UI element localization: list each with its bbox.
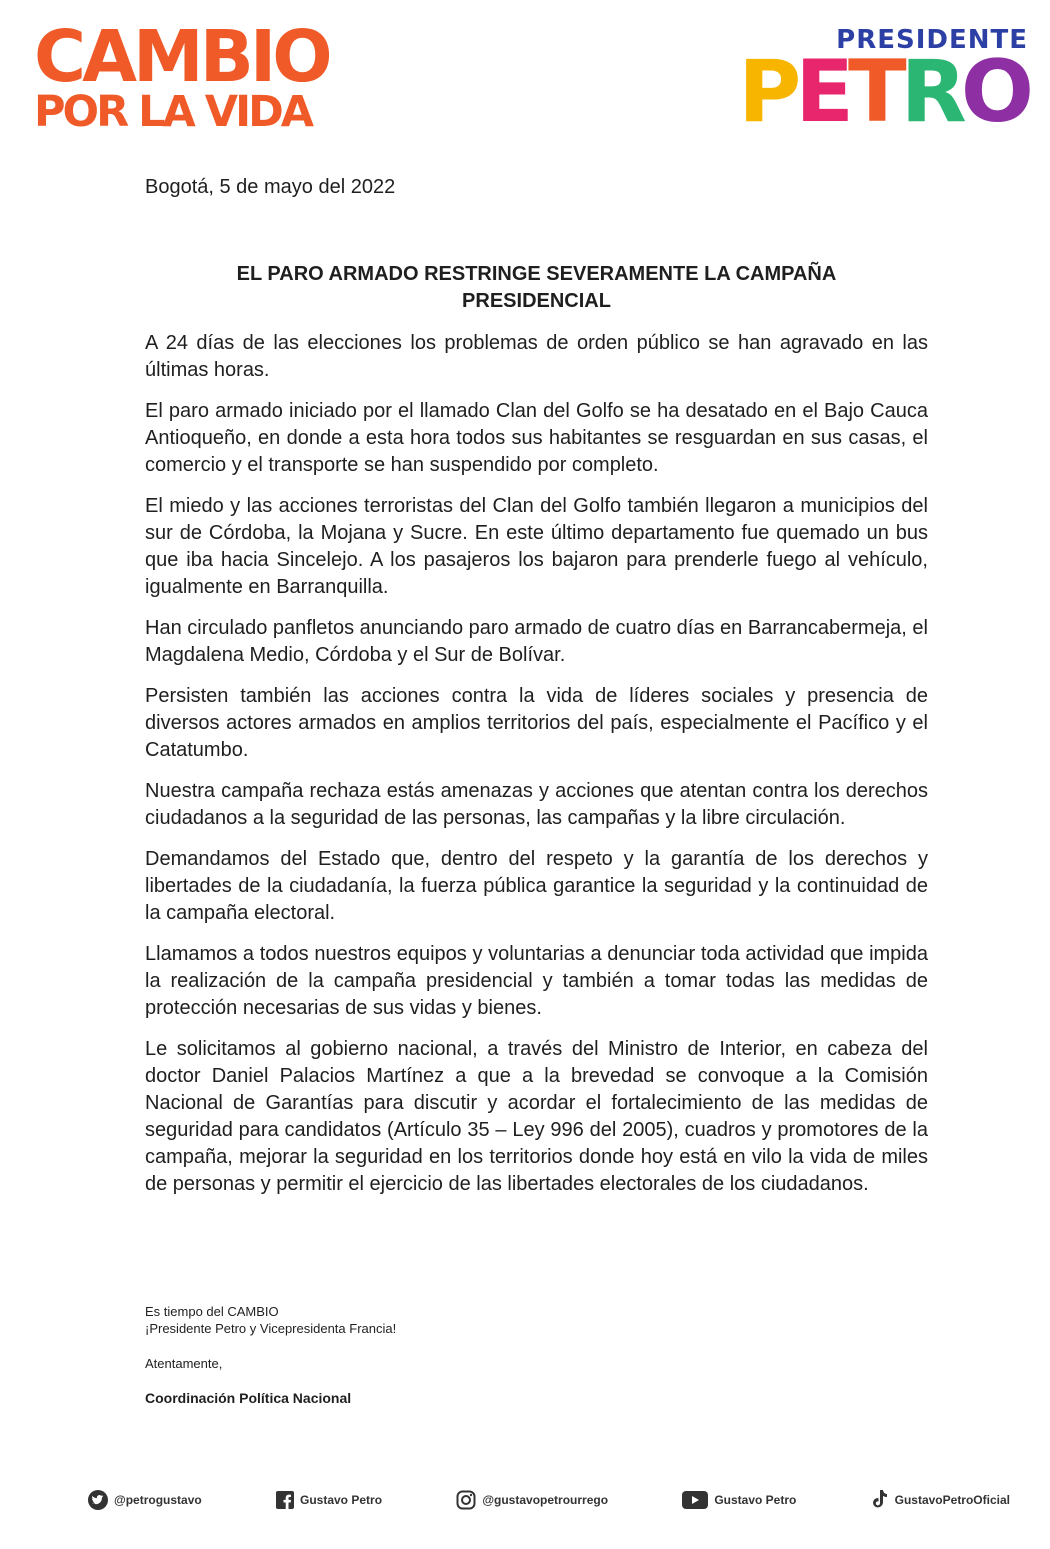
logo-petro-letters bbox=[738, 42, 1028, 142]
body-paragraph: A 24 días de las elecciones los problemas de orden público se han agravado en las últimas horas. bbox=[145, 332, 928, 381]
social-label: GustavoPetroOficial bbox=[894, 1493, 1010, 1507]
document-date: Bogotá, 5 de mayo del 2022 bbox=[145, 176, 396, 198]
twitter-icon bbox=[88, 1490, 108, 1510]
social-footer bbox=[88, 1490, 1010, 1510]
headline bbox=[145, 261, 928, 315]
youtube-icon bbox=[682, 1491, 708, 1509]
logo-presidente-text: PRESIDENTE bbox=[836, 25, 1028, 55]
social-facebook[interactable] bbox=[276, 1491, 382, 1509]
instagram-icon bbox=[456, 1490, 476, 1510]
presidente-petro-logo bbox=[738, 25, 1028, 142]
facebook-icon bbox=[276, 1491, 294, 1509]
document-body bbox=[145, 330, 928, 1212]
closing-regards: Atentamente, bbox=[145, 1356, 223, 1371]
headline-line-1: EL PARO ARMADO RESTRINGE SEVERAMENTE LA CAMPAÑA bbox=[236, 263, 837, 285]
logo-line-1: CAMBIO bbox=[34, 15, 329, 98]
body-paragraph: El paro armado iniciado por el llamado Clan del Golfo se ha desatado en el Bajo Cauca Antioqueño, en donde a esta hora todos sus habitantes se resguardan en sus casas, el comercio y el transporte se han suspendido por completo. bbox=[145, 400, 928, 476]
logo-line-2: POR LA VIDA bbox=[34, 87, 312, 137]
logo-letter: T bbox=[847, 42, 901, 142]
logo-letter: R bbox=[900, 42, 961, 142]
social-label: Gustavo Petro bbox=[714, 1493, 797, 1507]
logo-letter: E bbox=[795, 42, 848, 142]
social-tiktok[interactable] bbox=[871, 1490, 1010, 1510]
social-label: @gustavopetrourrego bbox=[482, 1493, 609, 1507]
closing-block bbox=[145, 1303, 396, 1407]
social-twitter[interactable] bbox=[88, 1490, 202, 1510]
body-paragraph: El miedo y las acciones terroristas del Clan del Golfo también llegaron a municipios del sur de Córdoba, la Mojana y Sucre. En este último departamento fue quemado un bus que iba hacia Sincelejo. A los pasajeros los bajaron para prenderle fuego al vehículo, igualmente en Barranquilla. bbox=[145, 495, 928, 598]
headline-line-2: PRESIDENCIAL bbox=[462, 290, 611, 312]
logo-letter: P bbox=[738, 42, 796, 142]
closing-line-2: ¡Presidente Petro y Vicepresidenta Francia! bbox=[145, 1321, 397, 1336]
closing-line-1: Es tiempo del CAMBIO bbox=[145, 1304, 279, 1319]
logo-letter: O bbox=[960, 42, 1028, 142]
social-youtube[interactable] bbox=[682, 1491, 796, 1509]
body-paragraph: Llamamos a todos nuestros equipos y voluntarias a denunciar toda actividad que impida la realización de la campaña presidencial y también a tomar todas las medidas de protección necesarias de sus vidas y bienes. bbox=[145, 943, 928, 1019]
body-paragraph: Han circulado panfletos anunciando paro armado de cuatro días en Barrancabermeja, el Magdalena Medio, Córdoba y el Sur de Bolívar. bbox=[145, 617, 928, 666]
signature: Coordinación Política Nacional bbox=[145, 1390, 352, 1406]
social-instagram[interactable] bbox=[456, 1490, 608, 1510]
body-paragraph: Nuestra campaña rechaza estás amenazas y acciones que atentan contra los derechos ciudadanos a la seguridad de las personas, las campañas y la libre circulación. bbox=[145, 780, 928, 829]
social-label: Gustavo Petro bbox=[300, 1493, 383, 1507]
tiktok-icon bbox=[871, 1490, 889, 1510]
body-paragraph: Persisten también las acciones contra la vida de líderes sociales y presencia de diversos actores armados en amplios territorios del país, especialmente el Pacífico y el Catatumbo. bbox=[145, 685, 928, 761]
cambio-por-la-vida-logo bbox=[34, 15, 354, 137]
social-label: @petrogustavo bbox=[114, 1493, 202, 1507]
body-paragraph: Demandamos del Estado que, dentro del respeto y la garantía de los derechos y libertades de la ciudadanía, la fuerza pública garantice la seguridad y la continuidad de la campaña electoral. bbox=[145, 848, 928, 924]
body-paragraph: Le solicitamos al gobierno nacional, a través del Ministro de Interior, en cabeza del doctor Daniel Palacios Martínez a que a la brevedad se convoque a la Comisión Nacional de Garantías para discutir y acordar el fortalecimiento de las medidas de seguridad para candidatos (Artículo 35 – Ley 996 del 2005), cuadros y promotores de la campaña, mejorar la seguridad en los territorios donde hoy está en vilo la vida de miles de personas y permitir el ejercicio de las libertades electorales de los ciudadanos. bbox=[145, 1038, 928, 1195]
